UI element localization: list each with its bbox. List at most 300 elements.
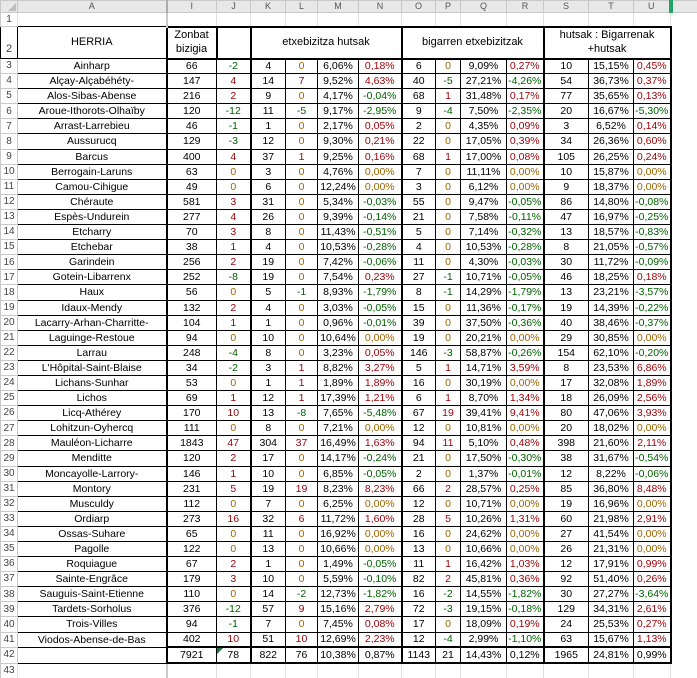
cell-j[interactable]: 0 xyxy=(217,375,251,390)
cell-o[interactable]: 12 xyxy=(402,496,436,511)
town-name-cell[interactable]: Musculdy xyxy=(18,496,167,511)
cell-m[interactable]: 10,66% xyxy=(318,542,359,557)
total-cell-j[interactable]: 78 xyxy=(217,647,251,663)
cell-k[interactable]: 11 xyxy=(251,104,286,119)
cell-i[interactable]: 67 xyxy=(167,557,217,572)
cell-i[interactable]: 248 xyxy=(167,345,217,360)
cell-s[interactable]: 40 xyxy=(544,315,589,330)
cell-n[interactable]: -0,05% xyxy=(359,466,402,481)
cell-j[interactable]: 5 xyxy=(217,481,251,496)
cell-j[interactable]: 16 xyxy=(217,511,251,526)
cell-p[interactable]: 1 xyxy=(436,149,461,164)
empty-cell[interactable] xyxy=(251,663,286,678)
cell-m[interactable]: 1,89% xyxy=(318,375,359,390)
cell-o[interactable]: 68 xyxy=(402,89,436,104)
cell-r[interactable]: 0,00% xyxy=(507,542,544,557)
cell-m[interactable]: 7,45% xyxy=(318,617,359,632)
cell-r[interactable]: -0,28% xyxy=(507,240,544,255)
column-header-u[interactable]: U xyxy=(634,1,671,13)
column-header-q[interactable]: Q xyxy=(461,1,507,13)
cell-j[interactable]: 2 xyxy=(217,451,251,466)
cell-p[interactable]: 0 xyxy=(436,496,461,511)
cell-u[interactable]: 0,60% xyxy=(634,134,671,149)
header-gap-cell[interactable] xyxy=(217,27,251,59)
cell-n[interactable]: -0,51% xyxy=(359,225,402,240)
cell-q[interactable]: 14,71% xyxy=(461,360,507,375)
cell-r[interactable]: 0,00% xyxy=(507,375,544,390)
cell-j[interactable]: -1 xyxy=(217,617,251,632)
cell-q[interactable]: 8,70% xyxy=(461,391,507,406)
cell-r[interactable]: -1,79% xyxy=(507,285,544,300)
cell-t[interactable]: 14,39% xyxy=(589,300,634,315)
cell-j[interactable]: 10 xyxy=(217,406,251,421)
cell-m[interactable]: 3,03% xyxy=(318,300,359,315)
cell-r[interactable]: 0,17% xyxy=(507,89,544,104)
cell-q[interactable]: 9,47% xyxy=(461,194,507,209)
empty-cell[interactable] xyxy=(461,13,507,27)
cell-j[interactable]: -12 xyxy=(217,602,251,617)
empty-cell[interactable] xyxy=(402,663,436,678)
cell-k[interactable]: 19 xyxy=(251,270,286,285)
cell-r[interactable]: -0,03% xyxy=(507,255,544,270)
cell-r[interactable]: 0,00% xyxy=(507,496,544,511)
town-name-cell[interactable]: Sauguis-Saint-Etienne xyxy=(18,587,167,602)
row-header[interactable]: 23 xyxy=(1,360,18,375)
cell-j[interactable]: 3 xyxy=(217,225,251,240)
cell-r[interactable]: 0,19% xyxy=(507,617,544,632)
cell-i[interactable]: 38 xyxy=(167,240,217,255)
cell-o[interactable]: 2 xyxy=(402,119,436,134)
total-cell-i[interactable]: 7921 xyxy=(167,647,217,663)
header-population[interactable]: Zonbat bizigia xyxy=(167,27,217,59)
cell-m[interactable]: 6,25% xyxy=(318,496,359,511)
town-name-cell[interactable]: Moncayolle-Larrory- xyxy=(18,466,167,481)
cell-i[interactable]: 46 xyxy=(167,119,217,134)
cell-m[interactable]: 14,17% xyxy=(318,451,359,466)
cell-l[interactable]: -8 xyxy=(286,406,318,421)
cell-m[interactable]: 3,23% xyxy=(318,345,359,360)
cell-i[interactable]: 110 xyxy=(167,587,217,602)
cell-n[interactable]: 2,79% xyxy=(359,602,402,617)
cell-r[interactable]: -0,05% xyxy=(507,194,544,209)
cell-t[interactable]: 47,06% xyxy=(589,406,634,421)
cell-n[interactable]: -0,05% xyxy=(359,557,402,572)
cell-u[interactable]: 0,00% xyxy=(634,179,671,194)
cell-q[interactable]: 7,58% xyxy=(461,209,507,224)
cell-k[interactable]: 8 xyxy=(251,225,286,240)
row-header[interactable]: 39 xyxy=(1,602,18,617)
cell-l[interactable]: 0 xyxy=(286,300,318,315)
row-header[interactable]: 28 xyxy=(1,436,18,451)
empty-cell[interactable] xyxy=(217,13,251,27)
cell-t[interactable]: 41,54% xyxy=(589,526,634,541)
cell-l[interactable]: 0 xyxy=(286,59,318,74)
cell-l[interactable]: 1 xyxy=(286,149,318,164)
cell-u[interactable]: 0,00% xyxy=(634,542,671,557)
cell-o[interactable]: 11 xyxy=(402,557,436,572)
town-name-cell[interactable]: Idaux-Mendy xyxy=(18,300,167,315)
cell-s[interactable]: 398 xyxy=(544,436,589,451)
cell-t[interactable]: 23,53% xyxy=(589,360,634,375)
cell-l[interactable]: 0 xyxy=(286,572,318,587)
cell-l[interactable]: 0 xyxy=(286,194,318,209)
row-header[interactable]: 30 xyxy=(1,466,18,481)
town-name-cell[interactable]: L'Hôpital-Saint-Blaise xyxy=(18,360,167,375)
cell-u[interactable]: 0,26% xyxy=(634,572,671,587)
cell-q[interactable]: 4,30% xyxy=(461,255,507,270)
cell-k[interactable]: 5 xyxy=(251,285,286,300)
cell-o[interactable]: 16 xyxy=(402,526,436,541)
cell-m[interactable]: 6,06% xyxy=(318,59,359,74)
cell-s[interactable]: 17 xyxy=(544,375,589,390)
column-header-m[interactable]: M xyxy=(318,1,359,13)
cell-j[interactable]: -1 xyxy=(217,119,251,134)
cell-k[interactable]: 14 xyxy=(251,74,286,89)
cell-k[interactable]: 4 xyxy=(251,240,286,255)
cell-m[interactable]: 10,53% xyxy=(318,240,359,255)
cell-q[interactable]: 10,71% xyxy=(461,496,507,511)
cell-m[interactable]: 8,93% xyxy=(318,285,359,300)
total-cell-s[interactable]: 1965 xyxy=(544,647,589,663)
town-name-cell[interactable]: Lohitzun-Oyhercq xyxy=(18,421,167,436)
cell-u[interactable]: 1,13% xyxy=(634,632,671,647)
cell-j[interactable]: -12 xyxy=(217,104,251,119)
row-header[interactable]: 8 xyxy=(1,134,18,149)
total-cell-p[interactable]: 21 xyxy=(436,647,461,663)
cell-l[interactable]: 0 xyxy=(286,451,318,466)
cell-k[interactable]: 19 xyxy=(251,255,286,270)
cell-s[interactable]: 34 xyxy=(544,134,589,149)
cell-i[interactable]: 216 xyxy=(167,89,217,104)
cell-t[interactable]: 18,25% xyxy=(589,270,634,285)
cell-t[interactable]: 8,22% xyxy=(589,466,634,481)
cell-o[interactable]: 66 xyxy=(402,481,436,496)
row-header[interactable]: 40 xyxy=(1,617,18,632)
cell-r[interactable]: 3,59% xyxy=(507,360,544,375)
town-name-cell[interactable]: Garindein xyxy=(18,255,167,270)
cell-u[interactable]: 0,37% xyxy=(634,74,671,89)
total-cell-q[interactable]: 14,43% xyxy=(461,647,507,663)
empty-cell[interactable] xyxy=(217,663,251,678)
column-header-t[interactable]: T xyxy=(589,1,634,13)
cell-k[interactable]: 32 xyxy=(251,511,286,526)
cell-j[interactable]: 0 xyxy=(217,526,251,541)
cell-j[interactable]: 4 xyxy=(217,209,251,224)
cell-t[interactable]: 21,98% xyxy=(589,511,634,526)
cell-k[interactable]: 9 xyxy=(251,89,286,104)
cell-i[interactable]: 94 xyxy=(167,330,217,345)
cell-q[interactable]: 2,99% xyxy=(461,632,507,647)
cell-s[interactable]: 46 xyxy=(544,270,589,285)
cell-k[interactable]: 10 xyxy=(251,572,286,587)
cell-u[interactable]: 3,93% xyxy=(634,406,671,421)
cell-u[interactable]: 2,61% xyxy=(634,602,671,617)
cell-k[interactable]: 1 xyxy=(251,375,286,390)
cell-t[interactable]: 18,02% xyxy=(589,421,634,436)
cell-r[interactable]: 0,27% xyxy=(507,59,544,74)
cell-u[interactable]: -0,08% xyxy=(634,194,671,209)
cell-p[interactable]: 0 xyxy=(436,179,461,194)
cell-q[interactable]: 19,15% xyxy=(461,602,507,617)
cell-r[interactable]: -0,32% xyxy=(507,225,544,240)
cell-m[interactable]: 9,25% xyxy=(318,149,359,164)
cell-m[interactable]: 7,54% xyxy=(318,270,359,285)
header-group-secondary[interactable]: bigarren etxebizitzak xyxy=(402,27,544,59)
cell-t[interactable]: 36,73% xyxy=(589,74,634,89)
cell-u[interactable]: 0,99% xyxy=(634,557,671,572)
cell-n[interactable]: 4,63% xyxy=(359,74,402,89)
cell-s[interactable]: 12 xyxy=(544,557,589,572)
cell-i[interactable]: 34 xyxy=(167,360,217,375)
cell-j[interactable]: 0 xyxy=(217,542,251,557)
column-header-j[interactable]: J xyxy=(217,1,251,13)
cell-k[interactable]: 51 xyxy=(251,632,286,647)
town-name-cell[interactable]: Lichans-Sunhar xyxy=(18,375,167,390)
cell-s[interactable]: 77 xyxy=(544,89,589,104)
cell-m[interactable]: 0,96% xyxy=(318,315,359,330)
cell-t[interactable]: 21,60% xyxy=(589,436,634,451)
row-header[interactable]: 37 xyxy=(1,572,18,587)
cell-p[interactable]: 0 xyxy=(436,526,461,541)
cell-r[interactable]: -0,05% xyxy=(507,270,544,285)
row-header[interactable]: 33 xyxy=(1,511,18,526)
town-name-cell[interactable]: Sainte-Engrâce xyxy=(18,572,167,587)
cell-j[interactable]: -2 xyxy=(217,59,251,74)
cell-p[interactable]: -2 xyxy=(436,587,461,602)
cell-k[interactable]: 4 xyxy=(251,59,286,74)
cell-u[interactable]: 6,86% xyxy=(634,360,671,375)
cell-k[interactable]: 17 xyxy=(251,451,286,466)
cell-n[interactable]: -2,95% xyxy=(359,104,402,119)
row-header[interactable]: 9 xyxy=(1,149,18,164)
select-all-corner[interactable] xyxy=(1,1,18,13)
cell-n[interactable]: -0,14% xyxy=(359,209,402,224)
cell-l[interactable]: 9 xyxy=(286,602,318,617)
cell-m[interactable]: 16,92% xyxy=(318,526,359,541)
cell-t[interactable]: 26,09% xyxy=(589,391,634,406)
cell-p[interactable]: 0 xyxy=(436,375,461,390)
cell-t[interactable]: 18,57% xyxy=(589,225,634,240)
cell-t[interactable]: 32,08% xyxy=(589,375,634,390)
row-header[interactable]: 41 xyxy=(1,632,18,647)
cell-t[interactable]: 36,80% xyxy=(589,481,634,496)
cell-j[interactable]: 3 xyxy=(217,572,251,587)
row-header[interactable]: 15 xyxy=(1,240,18,255)
cell-i[interactable]: 146 xyxy=(167,466,217,481)
total-cell-k[interactable]: 822 xyxy=(251,647,286,663)
column-header-s[interactable]: S xyxy=(544,1,589,13)
cell-m[interactable]: 2,17% xyxy=(318,119,359,134)
cell-r[interactable]: -1,10% xyxy=(507,632,544,647)
town-name-cell[interactable]: Chéraute xyxy=(18,194,167,209)
cell-p[interactable]: -5 xyxy=(436,74,461,89)
cell-o[interactable]: 55 xyxy=(402,194,436,209)
cell-l[interactable]: -5 xyxy=(286,104,318,119)
town-name-cell[interactable]: Ordiarp xyxy=(18,511,167,526)
cell-r[interactable]: 0,00% xyxy=(507,179,544,194)
cell-p[interactable]: -1 xyxy=(436,285,461,300)
cell-l[interactable]: 0 xyxy=(286,240,318,255)
cell-k[interactable]: 12 xyxy=(251,134,286,149)
cell-u[interactable]: -0,20% xyxy=(634,345,671,360)
cell-m[interactable]: 12,73% xyxy=(318,587,359,602)
cell-l[interactable]: 0 xyxy=(286,164,318,179)
cell-m[interactable]: 5,59% xyxy=(318,572,359,587)
cell-k[interactable]: 13 xyxy=(251,542,286,557)
cell-q[interactable]: 5,10% xyxy=(461,436,507,451)
total-cell-u[interactable]: 0,99% xyxy=(634,647,671,663)
town-name-cell[interactable]: Arrast-Larrebieu xyxy=(18,119,167,134)
cell-j[interactable]: 2 xyxy=(217,557,251,572)
cell-u[interactable]: 0,45% xyxy=(634,59,671,74)
cell-o[interactable]: 8 xyxy=(402,285,436,300)
cell-j[interactable]: 1 xyxy=(217,466,251,481)
header-group-combined[interactable]: hutsak : Bigarrenak +hutsak xyxy=(544,27,671,59)
cell-k[interactable]: 8 xyxy=(251,421,286,436)
cell-o[interactable]: 4 xyxy=(402,240,436,255)
cell-k[interactable]: 37 xyxy=(251,149,286,164)
cell-m[interactable]: 15,16% xyxy=(318,602,359,617)
row-header[interactable]: 27 xyxy=(1,421,18,436)
empty-cell[interactable] xyxy=(436,663,461,678)
town-name-cell[interactable] xyxy=(18,647,167,663)
cell-o[interactable]: 12 xyxy=(402,421,436,436)
cell-t[interactable]: 38,46% xyxy=(589,315,634,330)
cell-o[interactable]: 7 xyxy=(402,164,436,179)
cell-q[interactable]: 6,12% xyxy=(461,179,507,194)
cell-o[interactable]: 146 xyxy=(402,345,436,360)
cell-n[interactable]: -0,24% xyxy=(359,451,402,466)
cell-i[interactable]: 132 xyxy=(167,300,217,315)
cell-p[interactable]: 0 xyxy=(436,164,461,179)
cell-k[interactable]: 14 xyxy=(251,587,286,602)
cell-s[interactable]: 10 xyxy=(544,59,589,74)
cell-s[interactable]: 30 xyxy=(544,587,589,602)
cell-l[interactable]: 1 xyxy=(286,360,318,375)
cell-r[interactable]: 0,00% xyxy=(507,421,544,436)
row-header[interactable]: 31 xyxy=(1,481,18,496)
column-header-i[interactable]: I xyxy=(167,1,217,13)
cell-j[interactable]: -3 xyxy=(217,134,251,149)
cell-u[interactable]: -3,64% xyxy=(634,587,671,602)
cell-j[interactable]: 10 xyxy=(217,632,251,647)
cell-s[interactable]: 13 xyxy=(544,225,589,240)
cell-r[interactable]: -0,01% xyxy=(507,466,544,481)
cell-r[interactable]: -0,11% xyxy=(507,209,544,224)
cell-p[interactable]: 0 xyxy=(436,617,461,632)
cell-n[interactable]: 0,00% xyxy=(359,421,402,436)
row-header[interactable]: 19 xyxy=(1,300,18,315)
cell-k[interactable]: 4 xyxy=(251,300,286,315)
cell-r[interactable]: 0,00% xyxy=(507,526,544,541)
cell-u[interactable]: 0,18% xyxy=(634,270,671,285)
cell-m[interactable]: 17,39% xyxy=(318,391,359,406)
cell-n[interactable]: 3,27% xyxy=(359,360,402,375)
cell-n[interactable]: 0,16% xyxy=(359,149,402,164)
cell-n[interactable]: -1,82% xyxy=(359,587,402,602)
cell-u[interactable]: 2,11% xyxy=(634,436,671,451)
cell-l[interactable]: 0 xyxy=(286,617,318,632)
cell-u[interactable]: -0,22% xyxy=(634,300,671,315)
cell-j[interactable]: 2 xyxy=(217,255,251,270)
town-name-cell[interactable]: Laguinge-Restoue xyxy=(18,330,167,345)
cell-o[interactable]: 68 xyxy=(402,149,436,164)
town-name-cell[interactable]: Espès-Undurein xyxy=(18,209,167,224)
cell-p[interactable]: -4 xyxy=(436,632,461,647)
cell-p[interactable]: 1 xyxy=(436,557,461,572)
row-header[interactable]: 29 xyxy=(1,451,18,466)
cell-s[interactable]: 8 xyxy=(544,240,589,255)
row-header[interactable]: 24 xyxy=(1,375,18,390)
cell-q[interactable]: 39,41% xyxy=(461,406,507,421)
cell-j[interactable]: -4 xyxy=(217,345,251,360)
cell-q[interactable]: 17,05% xyxy=(461,134,507,149)
cell-m[interactable]: 7,21% xyxy=(318,421,359,436)
cell-o[interactable]: 21 xyxy=(402,209,436,224)
cell-m[interactable]: 11,43% xyxy=(318,225,359,240)
cell-n[interactable]: -5,48% xyxy=(359,406,402,421)
cell-m[interactable]: 7,42% xyxy=(318,255,359,270)
cell-i[interactable]: 111 xyxy=(167,421,217,436)
cell-s[interactable]: 27 xyxy=(544,526,589,541)
cell-l[interactable]: 0 xyxy=(286,557,318,572)
cell-o[interactable]: 17 xyxy=(402,617,436,632)
cell-m[interactable]: 4,17% xyxy=(318,89,359,104)
cell-u[interactable]: 0,24% xyxy=(634,149,671,164)
total-cell-n[interactable]: 0,87% xyxy=(359,647,402,663)
cell-k[interactable]: 8 xyxy=(251,345,286,360)
cell-o[interactable]: 16 xyxy=(402,375,436,390)
cell-p[interactable]: 0 xyxy=(436,421,461,436)
cell-q[interactable]: 30,19% xyxy=(461,375,507,390)
empty-cell[interactable] xyxy=(251,13,286,27)
cell-s[interactable]: 10 xyxy=(544,164,589,179)
cell-u[interactable]: -0,37% xyxy=(634,315,671,330)
empty-cell[interactable] xyxy=(18,663,167,678)
town-name-cell[interactable]: Berrogain-Laruns xyxy=(18,164,167,179)
cell-s[interactable]: 26 xyxy=(544,542,589,557)
town-name-cell[interactable]: Etchebar xyxy=(18,240,167,255)
empty-cell[interactable] xyxy=(318,663,359,678)
cell-r[interactable]: -1,82% xyxy=(507,587,544,602)
cell-j[interactable]: 4 xyxy=(217,149,251,164)
cell-i[interactable]: 147 xyxy=(167,74,217,89)
row-header[interactable]: 14 xyxy=(1,225,18,240)
cell-q[interactable]: 10,81% xyxy=(461,421,507,436)
cell-m[interactable]: 5,34% xyxy=(318,194,359,209)
cell-m[interactable]: 8,82% xyxy=(318,360,359,375)
cell-i[interactable]: 400 xyxy=(167,149,217,164)
cell-m[interactable]: 9,52% xyxy=(318,74,359,89)
cell-s[interactable]: 60 xyxy=(544,511,589,526)
cell-t[interactable]: 16,96% xyxy=(589,496,634,511)
cell-n[interactable]: 0,00% xyxy=(359,179,402,194)
cell-s[interactable]: 20 xyxy=(544,104,589,119)
cell-p[interactable]: -4 xyxy=(436,104,461,119)
cell-u[interactable]: 8,48% xyxy=(634,481,671,496)
cell-p[interactable]: 1 xyxy=(436,360,461,375)
cell-s[interactable]: 129 xyxy=(544,602,589,617)
cell-r[interactable]: 0,00% xyxy=(507,330,544,345)
cell-j[interactable]: -8 xyxy=(217,270,251,285)
cell-m[interactable]: 7,65% xyxy=(318,406,359,421)
town-name-cell[interactable]: Haux xyxy=(18,285,167,300)
cell-q[interactable]: 28,57% xyxy=(461,481,507,496)
cell-o[interactable]: 3 xyxy=(402,179,436,194)
cell-r[interactable]: -2,35% xyxy=(507,104,544,119)
row-header[interactable]: 35 xyxy=(1,542,18,557)
cell-k[interactable]: 7 xyxy=(251,496,286,511)
